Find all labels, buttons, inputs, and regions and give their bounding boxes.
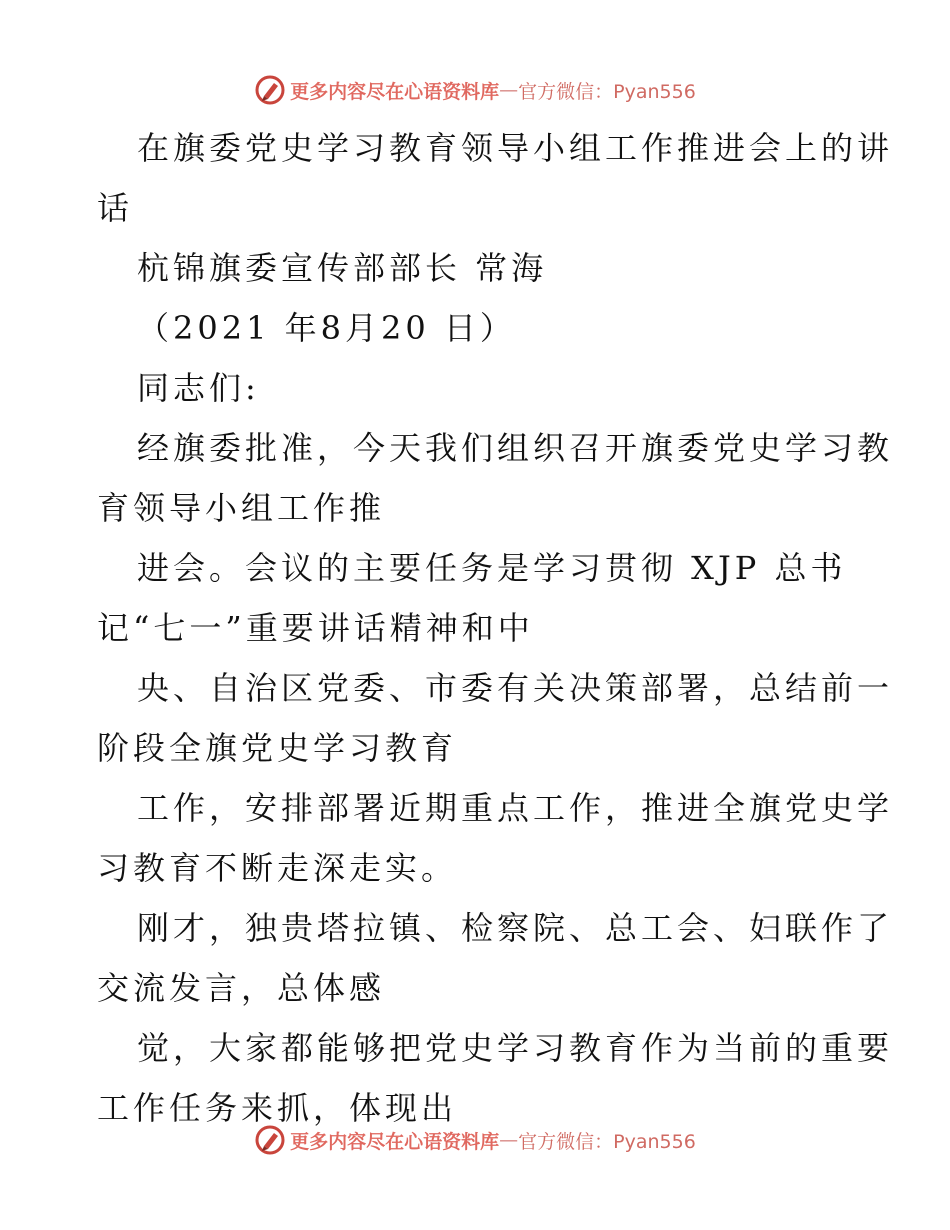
banner-wechat-text: 官方微信：Pyan556 (518, 80, 696, 103)
paragraph-line: 工作任务来抓，体现出 (97, 1089, 458, 1127)
banner-site-text: 更多内容尽在心语资料库 (290, 80, 500, 103)
paragraph-line: 工作，安排部署近期重点工作，推进全旗党史学 (137, 789, 894, 827)
header-watermark-banner (0, 70, 950, 110)
paragraph-line: 育领导小组工作推 (97, 489, 386, 527)
paragraph-line: 进会。会议的主要任务是学习贯彻 XJP 总书 (137, 549, 847, 587)
date-line: （2021 年8月20 日） (137, 309, 516, 347)
salutation-line: 同志们: (137, 369, 260, 407)
paragraph-line: 记“七一”重要讲话精神和中 (97, 609, 534, 647)
banner-wechat-text: 官方微信：Pyan556 (518, 1130, 696, 1153)
paragraph-line: 经旗委批准，今天我们组织召开旗委党史学习教 (137, 429, 894, 467)
paragraph-line: 交流发言，总体感 (97, 969, 386, 1007)
title-line-1: 在旗委党史学习教育领导小组工作推进会上的讲 (137, 129, 894, 167)
paragraph-line: 刚才，独贵塔拉镇、检察院、总工会、妇联作了 (137, 909, 894, 947)
paragraph-line: 习教育不断走深走实。 (97, 849, 458, 887)
author-line: 杭锦旗委宣传部部长 常海 (137, 249, 548, 287)
banner-dash: — (499, 1129, 519, 1151)
pen-logo-icon (254, 74, 286, 106)
footer-watermark-banner (0, 1120, 950, 1160)
pen-logo-icon (254, 1124, 286, 1156)
title-line-2: 话 (97, 189, 134, 227)
document-body (97, 118, 894, 1138)
paragraph-line: 觉，大家都能够把党史学习教育作为当前的重要 (137, 1029, 894, 1067)
banner-site-text: 更多内容尽在心语资料库 (290, 1130, 500, 1153)
paragraph-line: 央、自治区党委、市委有关决策部署，总结前一 (137, 669, 894, 707)
paragraph-line: 阶段全旗党史学习教育 (97, 729, 458, 767)
banner-dash: — (499, 79, 519, 101)
